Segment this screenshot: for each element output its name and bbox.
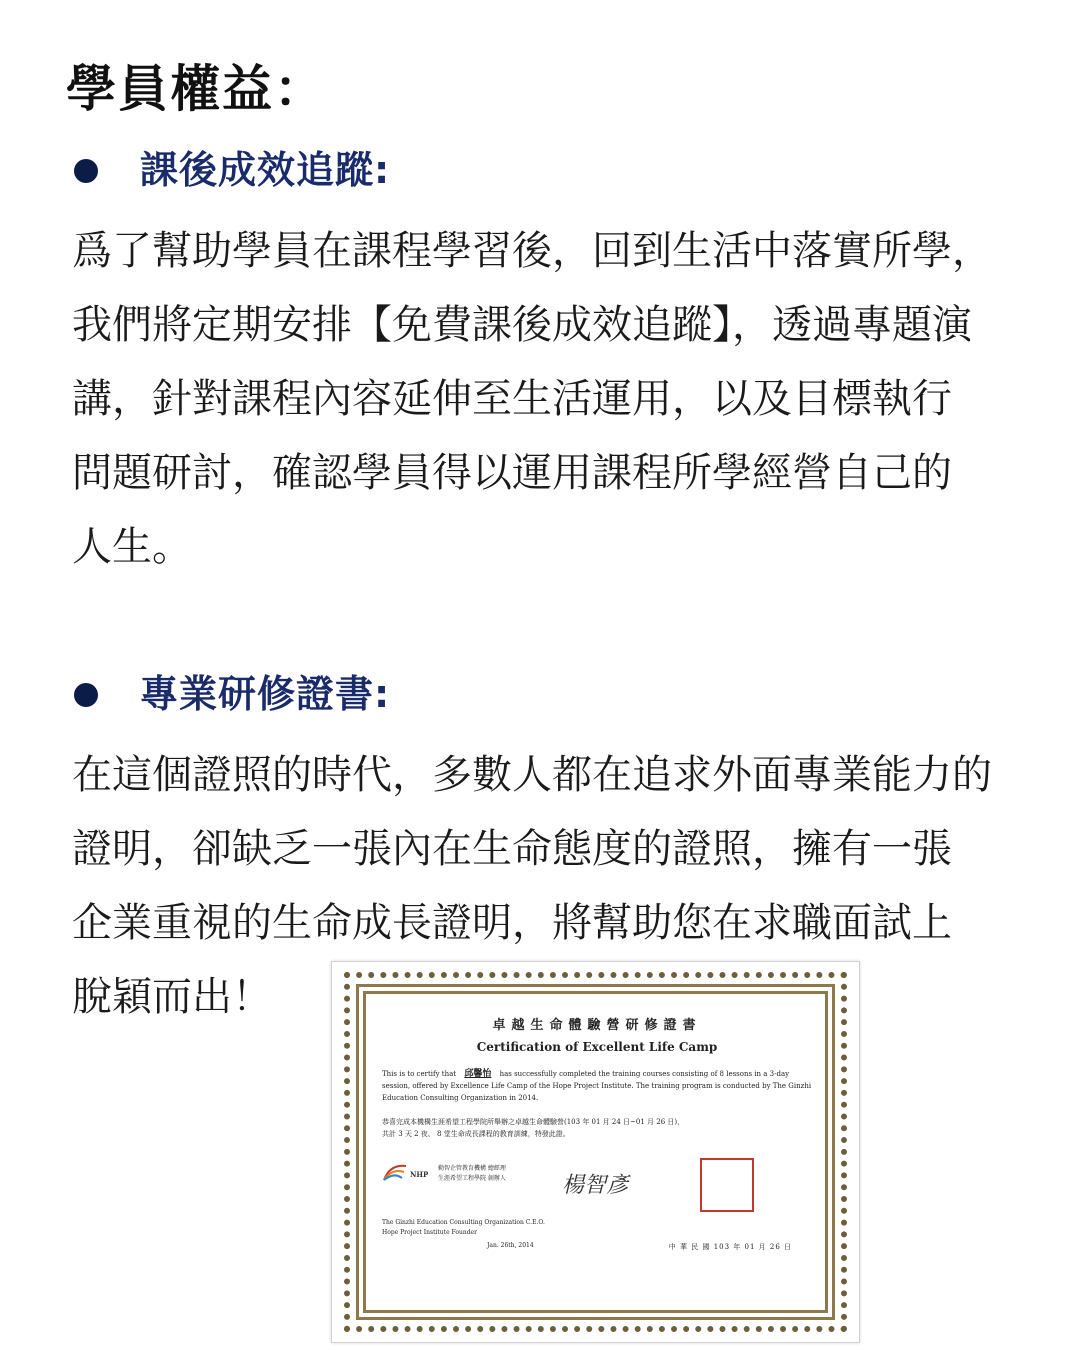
- certificate-seal: [700, 1158, 754, 1212]
- paragraph-line: 脫穎而出！: [72, 974, 272, 1020]
- section-heading-certificate: [74, 674, 390, 716]
- certificate-signature: 楊智彥: [562, 1173, 629, 1198]
- paragraph-line: 在這個證照的時代，多數人都在追求外面專業能力的: [72, 752, 992, 798]
- certificate-date-en: Jan. 26th, 2014: [487, 1242, 534, 1249]
- section-heading-follow-up: [74, 150, 390, 192]
- page-title: 學員權益：: [66, 60, 326, 118]
- section-title: 專業研修證書:: [140, 672, 391, 716]
- paragraph-line: 講，針對課程內容延伸至生活運用，以及目標執行: [72, 376, 952, 422]
- certificate-date-zh: 中 華 民 國 103 年 01 月 26 日: [668, 1243, 792, 1251]
- certificate-date-row: [382, 1242, 812, 1256]
- certificate-org-en-line: The Ginzhi Education Consulting Organization C.E.O.: [382, 1219, 545, 1226]
- bullet-icon: [74, 683, 98, 707]
- certificate-signature-row: [382, 1158, 812, 1218]
- certificate-body-zh-line: 恭喜完成本機構生涯希望工程學院所舉辦之卓越生命體驗營(103 年 01 月 24 日~01 月 26 日)，: [382, 1118, 685, 1126]
- paragraph-line: 證明，卻缺乏一張內在生命態度的證照，擁有一張: [72, 826, 952, 872]
- section-paragraph-follow-up: [72, 214, 1052, 584]
- certificate-body-zh-line: 共計 3 天 2 夜、 8 堂生命成長課程的教育訓練，特發此證。: [382, 1130, 570, 1138]
- certificate-org-zh-line: 勤智企管教育機構 總經理: [438, 1165, 506, 1172]
- certificate-title-zh: 卓越生命體驗營研修證書: [492, 1018, 702, 1033]
- paragraph-line: 爲了幫助學員在課程學習後，回到生活中落實所學，: [72, 228, 992, 274]
- bullet-icon: [74, 159, 98, 183]
- certificate-body-prefix: This is to certify that: [382, 1070, 457, 1078]
- certificate-org-zh-line: 生涯希望工程學院 創辦人: [438, 1175, 506, 1182]
- certificate-org-en-line: Hope Project Institute Founder: [382, 1229, 477, 1236]
- certificate-recipient: 邱馨怡: [464, 1069, 492, 1079]
- paragraph-line: 問題研討，確認學員得以運用課程所學經營自己的: [72, 450, 952, 496]
- section-title: 課後成效追蹤:: [140, 148, 391, 192]
- certificate-org-en: [382, 1218, 812, 1238]
- certificate-body-en: [382, 1068, 812, 1104]
- certificate-title-en: Certification of Excellent Life Camp: [476, 1040, 718, 1054]
- paragraph-line: 人生。: [72, 524, 192, 570]
- certificate-org-zh: [438, 1164, 506, 1184]
- certificate-body-zh: [382, 1116, 812, 1140]
- paragraph-line: 我們將定期安排【免費課後成效追蹤】，透過專題演: [72, 302, 972, 348]
- paragraph-line: 企業重視的生命成長證明，將幫助您在求職面試上: [72, 900, 952, 946]
- certificate-body-suffix: has successfully completed the training courses consisting of 8 lessons in a 3-day session, offered by Excellence Life Camp of the Hope Project Institute. The training program is conducted by The Ginzhi Education Consulting Organization in 2014.: [382, 1070, 812, 1102]
- certificate-image: [331, 961, 860, 1343]
- certificate-logo-text: NHP: [410, 1170, 429, 1179]
- certificate-content: [382, 1014, 812, 1256]
- nhp-logo-icon: [382, 1162, 408, 1184]
